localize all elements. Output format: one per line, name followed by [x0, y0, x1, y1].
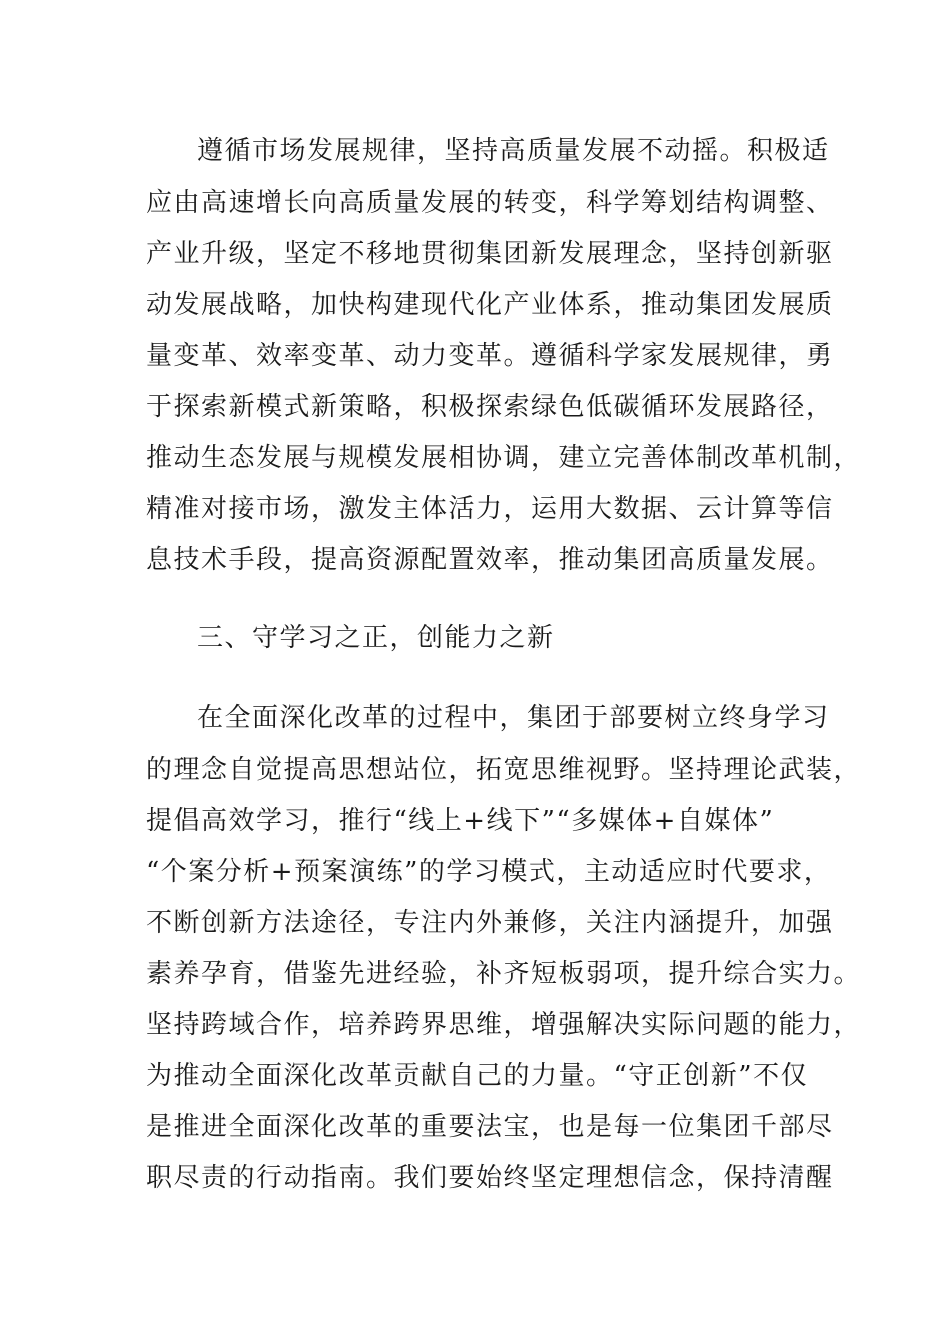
- paragraph-1-line-2: 应由高速增长向高质量发展的转变，科学筹划结构调整、: [146, 188, 834, 218]
- paragraph-2-line-4: “个案分析+预案演练”的学习模式，主动适应时代要求，: [146, 857, 832, 887]
- paragraph-1-line-7: 推动生态发展与规模发展相协调，建立完善体制改革机制，: [146, 443, 862, 473]
- paragraph-2-line-2: 的理念自觉提高思想站位，拓宽思维视野。坚持理论武装，: [146, 755, 862, 785]
- paragraph-2-line-5: 不断创新方法途径，专注内外兼修，关注内涵提升，加强: [146, 908, 834, 938]
- paragraph-1-line-5: 量变革、效率变革、动力变革。遵循科学家发展规律，勇: [146, 341, 834, 371]
- paragraph-1-line-6: 于探索新模式新策略，积极探索绿色低碳循环发展路径，: [146, 392, 834, 422]
- paragraph-1-line-9: 息技术手段，提高资源配置效率，推动集团高质量发展。: [146, 545, 834, 575]
- paragraph-1-line-4: 动发展战略，加快构建现代化产业体系，推动集团发展质: [146, 290, 834, 320]
- paragraph-2-line-9: 是推进全面深化改革的重要法宝，也是每一位集团千部尽: [146, 1112, 834, 1142]
- paragraph-2-line-8: 为推动全面深化改革贡献自己的力量。“守正创新”不仅: [146, 1061, 809, 1091]
- paragraph-1-line-1: 遵循市场发展规律，坚持高质量发展不动摇。积极适: [197, 136, 830, 166]
- paragraph-2-line-3: 提倡高效学习，推行“线上+线下”“多媒体+自媒体”: [146, 806, 775, 836]
- paragraph-1-line-3: 产业升级，坚定不移地贯彻集团新发展理念，坚持创新驱: [146, 239, 834, 269]
- paragraph-2-line-6: 素养孕育，借鉴先进经验，补齐短板弱项，提升综合实力。: [146, 959, 862, 989]
- section-heading: 三、守学习之正，创能力之新: [197, 623, 555, 653]
- paragraph-2-line-1: 在全面深化改革的过程中，集团于部要树立终身学习: [197, 703, 830, 733]
- paragraph-1-line-8: 精准对接市场，激发主体活力，运用大数据、云计算等信: [146, 494, 834, 524]
- paragraph-2-line-10: 职尽责的行动指南。我们要始终坚定理想信念，保持清醒: [146, 1163, 834, 1193]
- paragraph-2-line-7: 坚持跨域合作，培养跨界思维，增强解决实际问题的能力，: [146, 1010, 862, 1040]
